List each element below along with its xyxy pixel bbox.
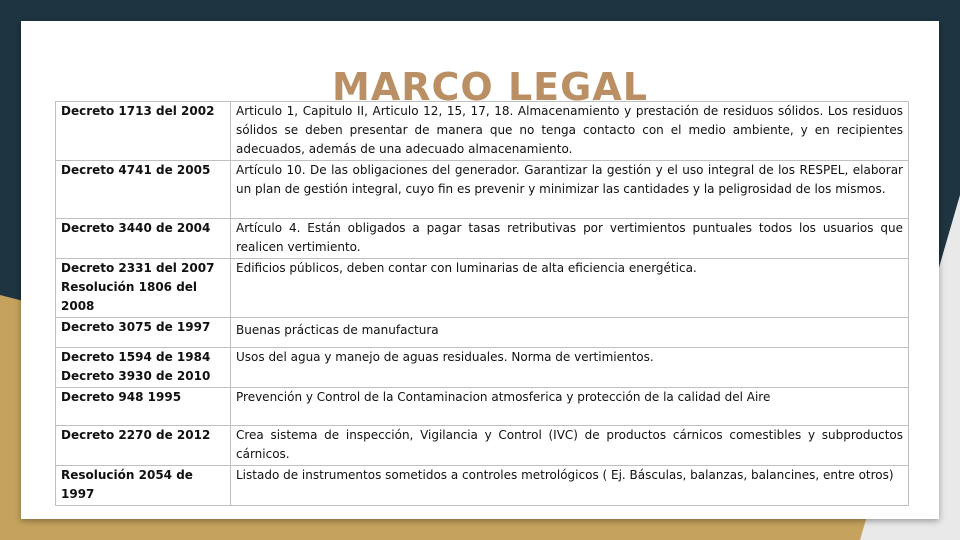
norm-label: Decreto 4741 de 2005 xyxy=(61,163,211,177)
norm-cell xyxy=(56,388,231,426)
norm-label: Decreto 948 1995 xyxy=(61,390,182,404)
table-row xyxy=(56,318,909,348)
slide-title: MARCO LEGAL xyxy=(332,65,648,109)
description-cell: Edificios públicos, deben contar con luminarias de alta eficiencia energética. xyxy=(231,259,909,318)
description-cell: Crea sistema de inspección, Vigilancia y Control (IVC) de productos cárnicos comestibles y subproductos cárnicos. xyxy=(231,426,909,466)
legal-framework-table xyxy=(55,101,909,506)
description-cell: Listado de instrumentos sometidos a controles metrológicos ( Ej. Básculas, balanzas, balancines, entre otros) xyxy=(231,466,909,506)
norm-label: Resolución 1806 del 2008 xyxy=(61,280,198,313)
norm-cell xyxy=(56,348,231,388)
norm-cell xyxy=(56,102,231,161)
table-row xyxy=(56,102,909,161)
norm-cell xyxy=(56,219,231,259)
norm-label: Decreto 1594 de 1984 xyxy=(61,350,211,364)
norm-cell xyxy=(56,161,231,219)
description-cell: Artículo 4. Están obligados a pagar tasas retributivas por vertimientos puntuales todos los usuarios que realicen vertimiento. xyxy=(231,219,909,259)
norm-label: Decreto 2270 de 2012 xyxy=(61,428,211,442)
norm-cell xyxy=(56,318,231,348)
table-row xyxy=(56,426,909,466)
description-cell: Prevención y Control de la Contaminacion atmosferica y protección de la calidad del Aire xyxy=(231,388,909,426)
norm-cell xyxy=(56,426,231,466)
norm-cell xyxy=(56,466,231,506)
table-row xyxy=(56,219,909,259)
norm-label: Decreto 3930 de 2010 xyxy=(61,369,211,383)
table-row xyxy=(56,161,909,219)
norm-label: Decreto 2331 del 2007 xyxy=(61,261,215,275)
table-row xyxy=(56,259,909,318)
description-cell: Buenas prácticas de manufactura xyxy=(231,318,909,348)
table-row xyxy=(56,466,909,506)
norm-label: Resolución 2054 de 1997 xyxy=(61,468,193,501)
norm-label: Decreto 3075 de 1997 xyxy=(61,320,211,334)
norm-label: Decreto 3440 de 2004 xyxy=(61,221,211,235)
table-row xyxy=(56,348,909,388)
norm-label: Decreto 1713 del 2002 xyxy=(61,104,215,118)
description-cell: Articulo 1, Capitulo II, Articulo 12, 15, 17, 18. Almacenamiento y prestación de residuos sólidos. Los residuos sólidos se deben presentar de manera que no tenga contacto con el medio ambiente, y en recipientes adecuados, además de una adecuado almacenamiento. xyxy=(231,102,909,161)
description-cell: Artículo 10. De las obligaciones del generador. Garantizar la gestión y el uso integral de los RESPEL, elaborar un plan de gestión integral, cuyo fin es prevenir y minimizar las cantidades y la peligrosidad de los mismos. xyxy=(231,161,909,219)
table-row xyxy=(56,388,909,426)
description-cell: Usos del agua y manejo de aguas residuales. Norma de vertimientos. xyxy=(231,348,909,388)
norm-cell xyxy=(56,259,231,318)
